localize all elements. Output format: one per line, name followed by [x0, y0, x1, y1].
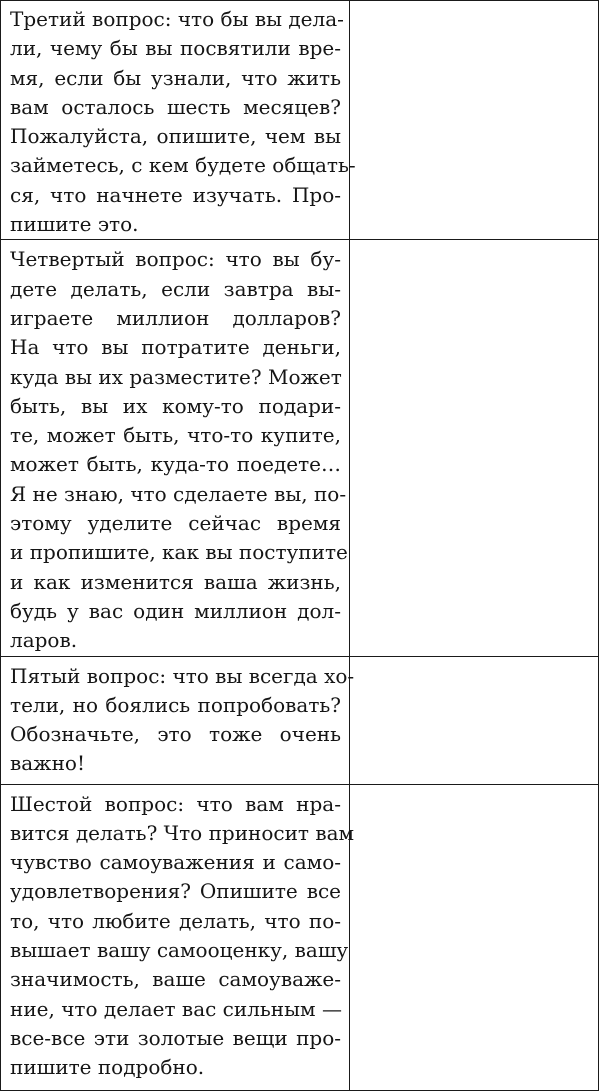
text-line: вышает вашу самооценку, вашу — [10, 938, 349, 963]
text-line: На что вы потратите деньги, — [10, 335, 341, 360]
text-line: важно! — [10, 751, 85, 776]
text-line: Пожалуйста, опишите, чем вы — [10, 124, 341, 149]
table-row — [1, 656, 599, 784]
text-line: и пропишите, как вы поступите — [10, 540, 348, 565]
text-line: то, что любите делать, что по- — [10, 908, 341, 933]
question-cell-4 — [1, 240, 350, 656]
text-line: пишите это. — [10, 212, 139, 237]
question-text — [1, 1, 356, 239]
text-line: все-все эти золотые вещи про- — [10, 1025, 341, 1050]
text-line: Обозначьте, это тоже очень — [10, 722, 341, 747]
table-row — [1, 1, 599, 240]
text-line: ли, чему бы вы посвятили вре- — [10, 36, 341, 61]
text-line: ние, что делает вас сильным — — [10, 996, 342, 1021]
text-line: мя, если бы узнали, что жить — [10, 65, 341, 90]
table-row — [1, 240, 599, 656]
text-line: чувство самоуважения и само- — [10, 850, 341, 875]
table-row — [1, 784, 599, 1090]
text-line: Пятый вопрос: что вы всегда хо- — [10, 663, 355, 688]
answer-cell-3[interactable] — [350, 1, 599, 240]
question-text — [1, 785, 355, 1083]
text-line: и как изменится ваша жизнь, — [10, 569, 341, 594]
text-line: тели, но боялись попробовать? — [10, 692, 341, 717]
text-line: займетесь, с кем будете общать- — [10, 153, 356, 178]
text-line: удовлетворения? Опишите все — [10, 879, 341, 904]
text-line: быть, вы их кому-то подари- — [10, 393, 341, 418]
question-cell-3 — [1, 1, 356, 240]
text-line: играете миллион долларов? — [10, 305, 341, 330]
text-line: Четвертый вопрос: что вы бу- — [10, 247, 341, 272]
question-cell-5 — [1, 656, 355, 784]
text-line: может быть, куда-то поедете… — [10, 452, 341, 477]
text-line: этому уделите сейчас время — [10, 511, 341, 536]
answer-cell-6[interactable] — [350, 784, 599, 1090]
answer-cell-5[interactable] — [350, 656, 599, 784]
text-line: Шестой вопрос: что вам нра- — [10, 791, 341, 816]
text-line: куда вы их разместите? Может — [10, 364, 342, 389]
text-line: пишите подробно. — [10, 1055, 205, 1080]
text-line: будь у вас один миллион дол- — [10, 598, 341, 623]
text-line: те, может быть, что-то купите, — [10, 423, 341, 448]
question-cell-6 — [1, 784, 355, 1090]
text-line: дете делать, если завтра вы- — [10, 276, 341, 301]
answer-cell-4[interactable] — [350, 240, 599, 656]
text-line: ся, что начнете изучать. Про- — [10, 182, 341, 207]
text-line: вится делать? Что приносит вам — [10, 820, 355, 845]
question-text — [1, 657, 355, 779]
text-line: Я не знаю, что сделаете вы, по- — [10, 481, 347, 506]
text-line: ларов. — [10, 628, 78, 653]
text-line: Третий вопрос: что бы вы дела- — [10, 7, 344, 31]
question-text — [1, 240, 349, 655]
text-line: значимость, ваше самоуваже- — [10, 967, 341, 992]
text-line: вам осталось шесть месяцев? — [10, 94, 341, 119]
